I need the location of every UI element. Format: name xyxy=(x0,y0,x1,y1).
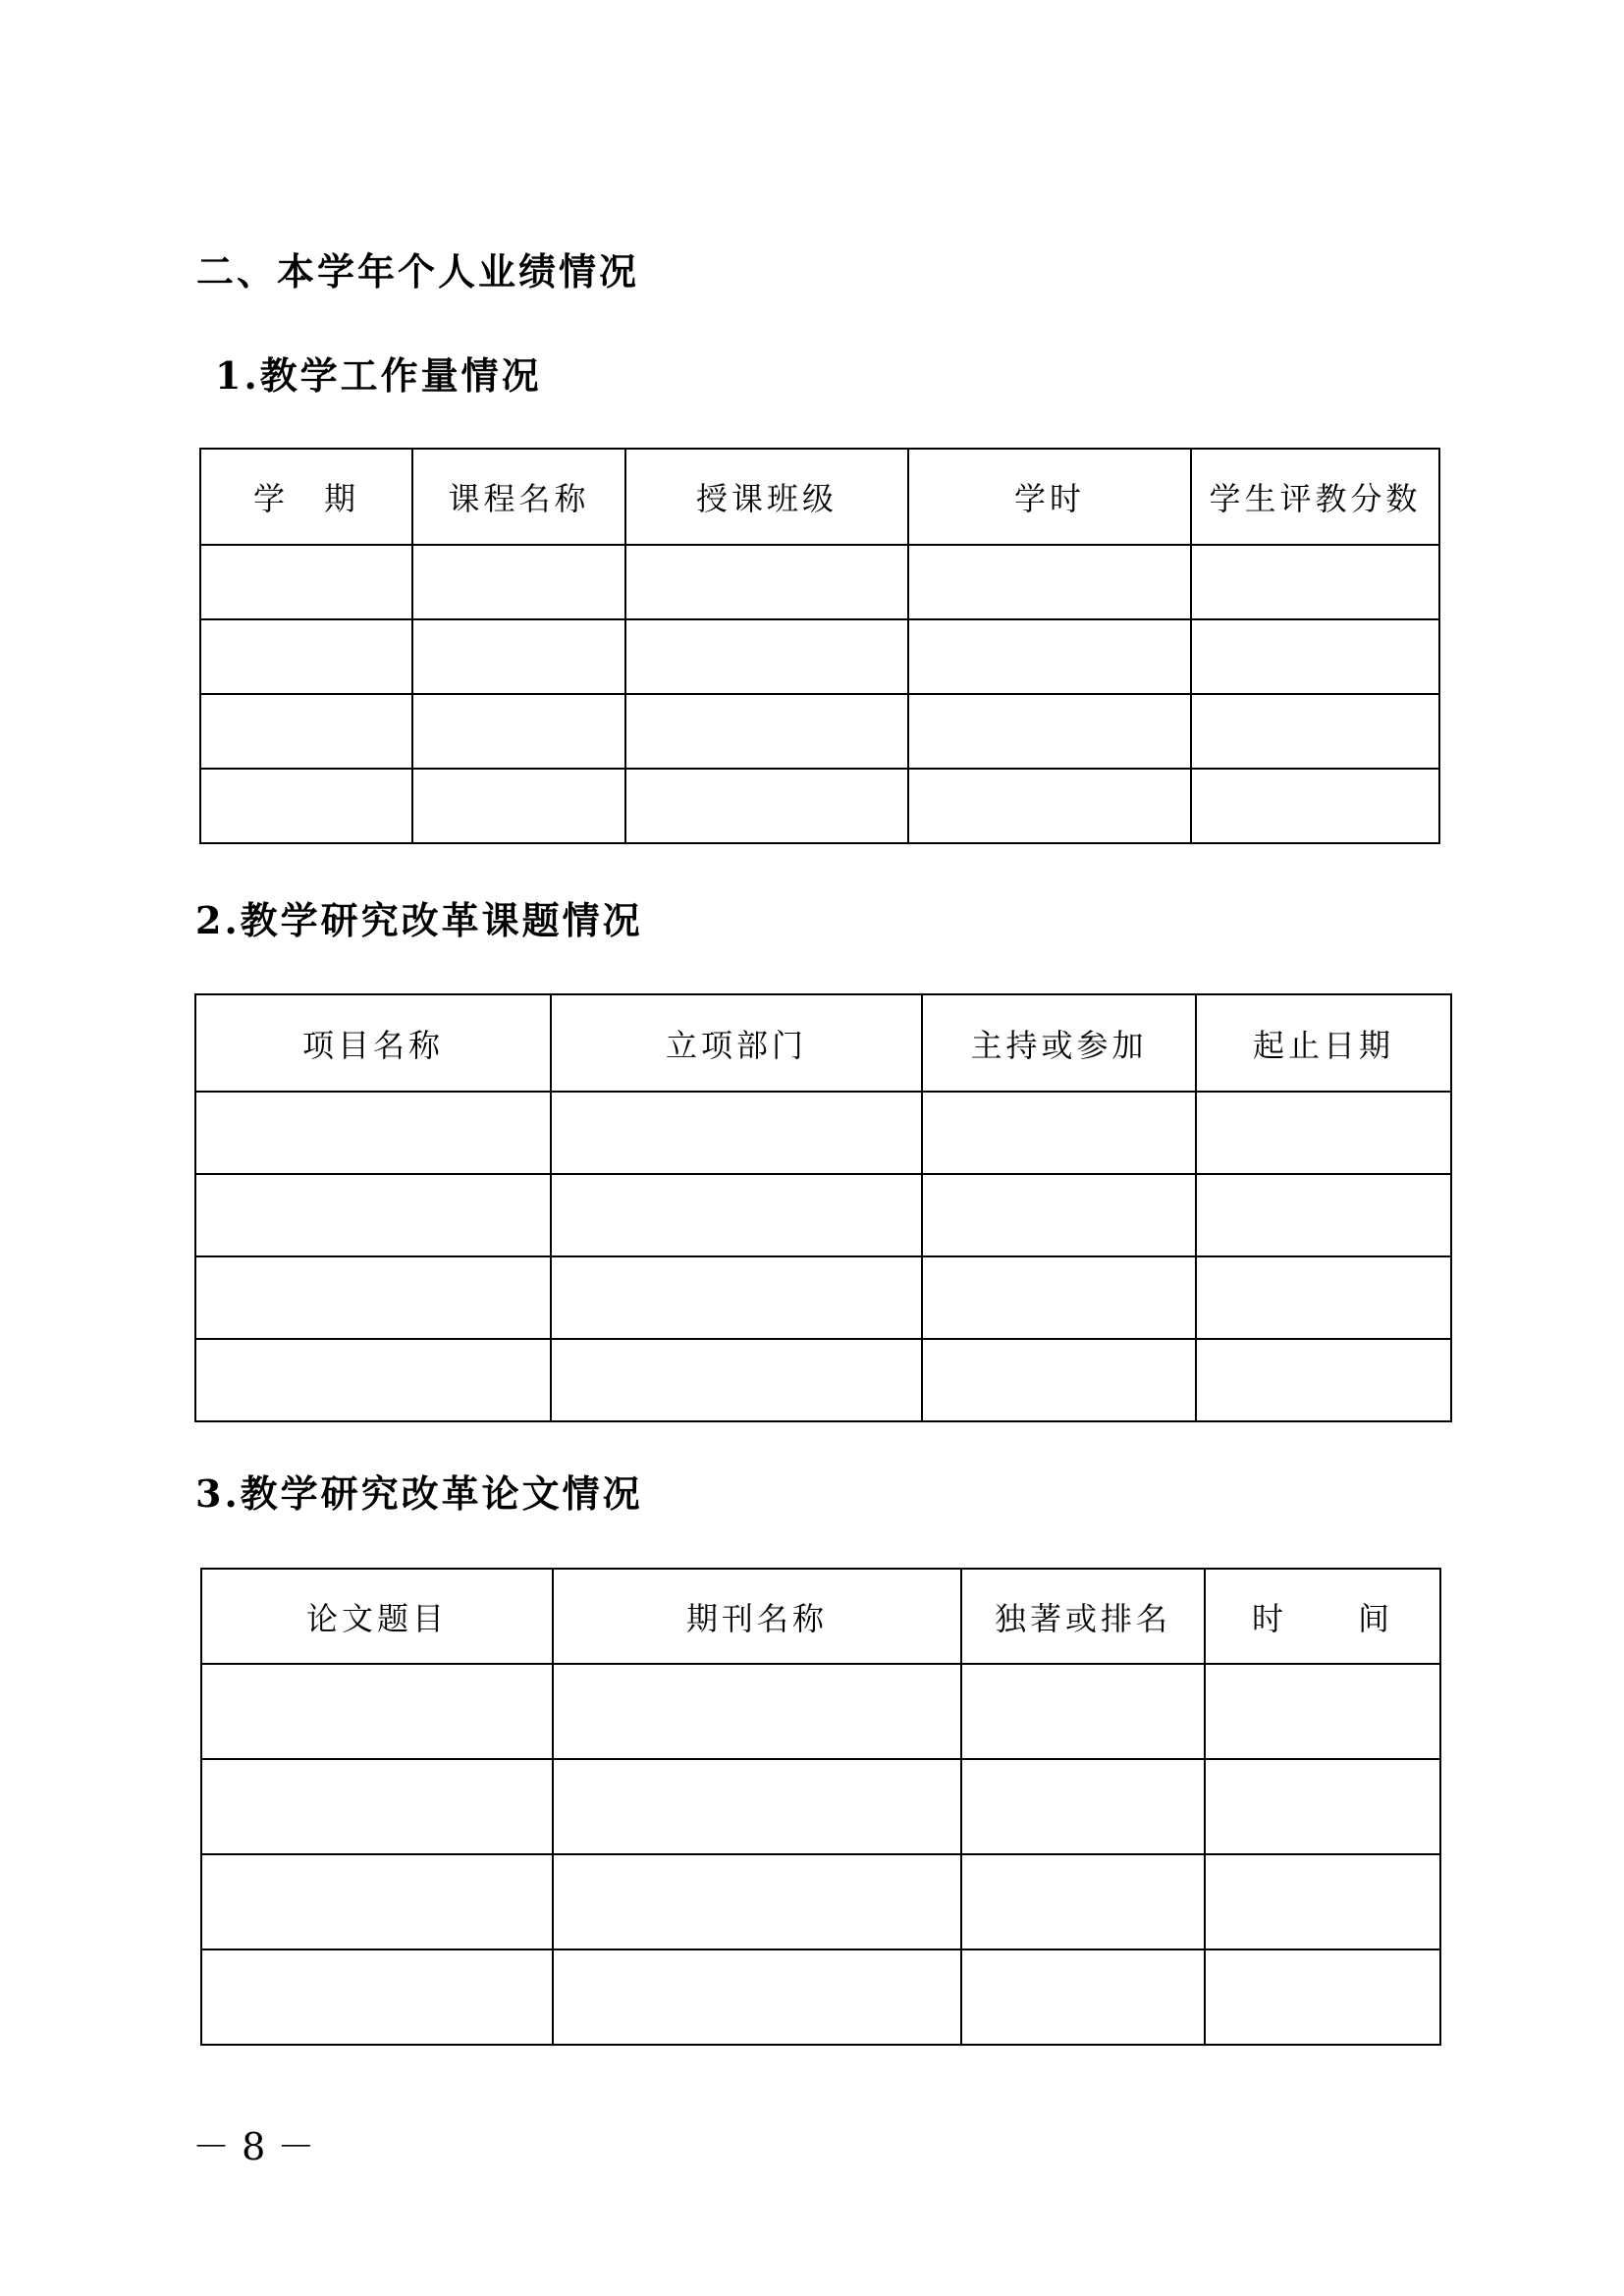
table-row xyxy=(195,1092,1451,1174)
table-cell xyxy=(201,1854,553,1949)
table-row xyxy=(201,1854,1440,1949)
workload-title: 1.教学工作量情况 xyxy=(215,353,542,398)
table-cell xyxy=(201,1759,553,1854)
table-cell xyxy=(1191,694,1439,769)
papers-title: 3.教学研究改革论文情况 xyxy=(195,1471,643,1516)
column-header-author-rank: 独著或排名 xyxy=(961,1569,1205,1664)
table-cell xyxy=(412,545,625,619)
table-cell xyxy=(200,545,412,619)
table-cell xyxy=(908,545,1191,619)
table-row xyxy=(200,545,1439,619)
column-header-class: 授课班级 xyxy=(625,449,908,545)
table-cell xyxy=(412,619,625,694)
table-cell xyxy=(908,769,1191,843)
table-cell xyxy=(201,1664,553,1759)
table-cell xyxy=(551,1339,922,1421)
table-row xyxy=(195,1174,1451,1256)
table-cell xyxy=(961,1664,1205,1759)
table-cell xyxy=(1196,1256,1451,1339)
table-row xyxy=(200,769,1439,843)
column-header-date-range: 起止日期 xyxy=(1196,994,1451,1092)
table-cell xyxy=(1191,619,1439,694)
projects-title: 2.教学研究改革课题情况 xyxy=(195,898,643,942)
table-row xyxy=(201,1759,1440,1854)
table-cell xyxy=(412,694,625,769)
table-cell xyxy=(1205,1854,1440,1949)
table-cell xyxy=(1205,1664,1440,1759)
table-cell xyxy=(922,1174,1196,1256)
table-cell xyxy=(553,1949,961,2045)
table-cell xyxy=(908,619,1191,694)
table-cell xyxy=(195,1256,551,1339)
table-row xyxy=(201,1949,1440,2045)
table-row xyxy=(200,619,1439,694)
table-cell xyxy=(551,1092,922,1174)
table-cell xyxy=(553,1759,961,1854)
projects-header-row xyxy=(195,994,1451,1092)
table-cell xyxy=(1196,1174,1451,1256)
papers-header-row xyxy=(201,1569,1440,1664)
workload-header-row xyxy=(200,449,1439,545)
table-cell xyxy=(961,1854,1205,1949)
table-row xyxy=(201,1664,1440,1759)
table-cell xyxy=(553,1854,961,1949)
table-cell xyxy=(1205,1759,1440,1854)
table-cell xyxy=(922,1256,1196,1339)
table-cell xyxy=(201,1949,553,2045)
table-cell xyxy=(195,1339,551,1421)
papers-table xyxy=(200,1568,1441,2046)
table-row xyxy=(195,1256,1451,1339)
table-cell xyxy=(1191,545,1439,619)
column-header-hours: 学时 xyxy=(908,449,1191,545)
column-header-role: 主持或参加 xyxy=(922,994,1196,1092)
table-cell xyxy=(553,1664,961,1759)
table-cell xyxy=(1196,1339,1451,1421)
table-cell xyxy=(961,1949,1205,2045)
table-cell xyxy=(625,694,908,769)
table-cell xyxy=(625,545,908,619)
table-cell xyxy=(922,1339,1196,1421)
table-row xyxy=(200,694,1439,769)
table-cell xyxy=(412,769,625,843)
table-cell xyxy=(200,619,412,694)
table-cell xyxy=(922,1092,1196,1174)
column-header-department: 立项部门 xyxy=(551,994,922,1092)
table-cell xyxy=(200,769,412,843)
table-cell xyxy=(1196,1092,1451,1174)
workload-table xyxy=(199,448,1440,844)
column-header-course-name: 课程名称 xyxy=(412,449,625,545)
column-header-project-name: 项目名称 xyxy=(195,994,551,1092)
table-cell xyxy=(1205,1949,1440,2045)
table-cell xyxy=(551,1174,922,1256)
column-header-paper-title: 论文题目 xyxy=(201,1569,553,1664)
table-cell xyxy=(1191,769,1439,843)
column-header-semester: 学 期 xyxy=(200,449,412,545)
table-cell xyxy=(195,1174,551,1256)
table-cell xyxy=(908,694,1191,769)
table-cell xyxy=(200,694,412,769)
page-number: － 8 － xyxy=(192,2125,315,2168)
table-cell xyxy=(625,769,908,843)
table-cell xyxy=(195,1092,551,1174)
section-title: 二、本学年个人业绩情况 xyxy=(196,249,640,294)
table-cell xyxy=(961,1759,1205,1854)
column-header-journal-name: 期刊名称 xyxy=(553,1569,961,1664)
column-header-time: 时 间 xyxy=(1205,1569,1440,1664)
table-cell xyxy=(625,619,908,694)
projects-table xyxy=(194,993,1452,1422)
column-header-evaluation-score: 学生评教分数 xyxy=(1191,449,1439,545)
table-cell xyxy=(551,1256,922,1339)
table-row xyxy=(195,1339,1451,1421)
